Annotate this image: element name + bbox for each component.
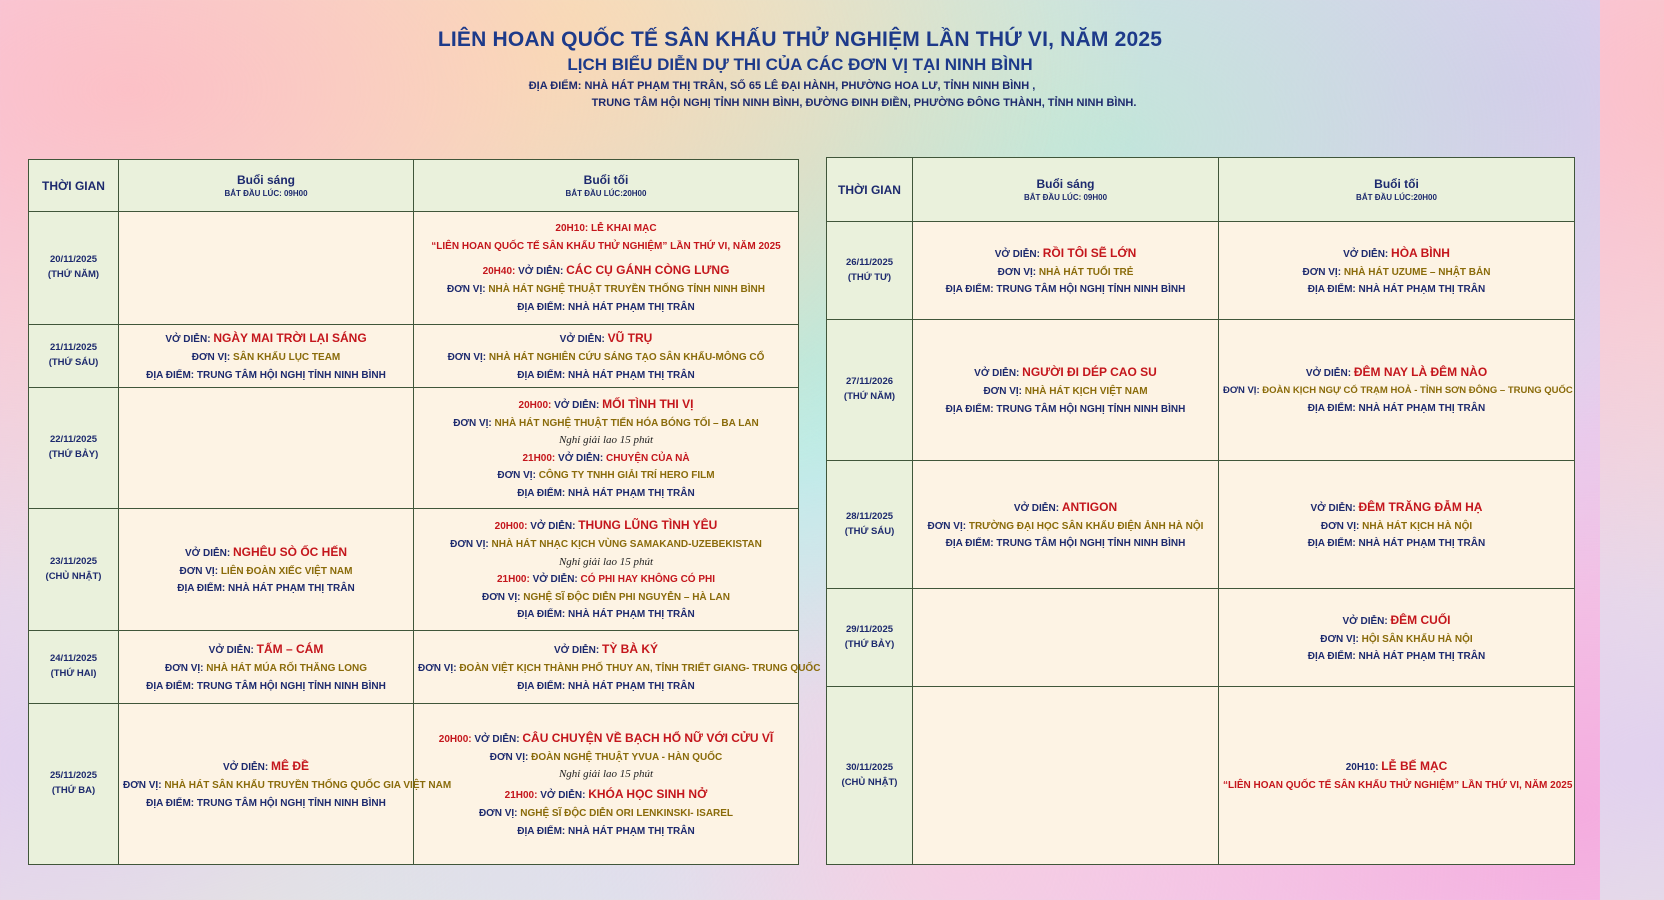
- unit-line: [1223, 264, 1570, 282]
- unit-name: LIÊN ĐOÀN XIẾC VIỆT NAM: [220, 565, 353, 577]
- date: 23/11/2025: [49, 555, 98, 567]
- weekday: (THỨ NĂM): [843, 391, 896, 402]
- play-line: [917, 497, 1214, 518]
- date-cell: [29, 631, 119, 704]
- morning-cell: [119, 509, 414, 631]
- unit-name: ĐOÀN VIỆT KỊCH THÀNH PHỐ THUY AN, TỈNH TRIẾT GIANG- TRUNG QUỐC: [459, 663, 821, 674]
- venue-line: [1223, 281, 1570, 299]
- unit-line: [1223, 383, 1573, 400]
- col-header-evening: [1219, 158, 1575, 222]
- table-row: [827, 320, 1575, 461]
- play-title: MỐI TÌNH THI VỊ: [602, 396, 694, 411]
- play-line: [418, 728, 794, 749]
- unit-line: [418, 349, 794, 367]
- unit-line: [123, 563, 409, 581]
- play-label: VỞ DIỄN:: [558, 452, 607, 464]
- play-line: [418, 328, 794, 349]
- unit-label: ĐƠN VỊ:: [447, 352, 489, 363]
- weekday: (THỨ SÁU): [48, 357, 99, 368]
- evening-cell: [414, 212, 799, 325]
- opening-ceremony-line: [418, 220, 794, 238]
- date-cell: [29, 509, 119, 631]
- unit-line: [418, 660, 821, 678]
- show-time: 20H00:: [494, 521, 531, 533]
- venue-line: [917, 401, 1214, 419]
- play-line: [1223, 243, 1570, 264]
- play-title: CÂU CHUYỆN VỀ BẠCH HỔ NỮ VỚI CỬU VĨ: [522, 730, 774, 745]
- venue-label: ĐỊA ĐIỂM:: [1307, 403, 1359, 415]
- col-header-morning: [913, 158, 1219, 222]
- date: 28/11/2025: [845, 510, 894, 522]
- unit-label: ĐƠN VỊ:: [191, 352, 234, 363]
- play-label: VỞ DIỄN:: [559, 334, 608, 345]
- venue-line: [917, 535, 1214, 553]
- unit-label: ĐƠN VỊ:: [450, 539, 492, 551]
- unit-name: ĐOÀN NGHỆ THUẬT YVUA - HÀN QUỐC: [531, 751, 723, 763]
- evening-cell: [414, 325, 799, 388]
- morning-cell: [119, 631, 414, 704]
- col-header-morning: [119, 160, 414, 212]
- evening-cell: [414, 631, 821, 704]
- venue-line: [123, 367, 409, 385]
- closing-ceremony: LỄ BẾ MẠC: [1381, 759, 1448, 774]
- col-header-evening-sub: BẮT ĐẦU LÚC:20H00: [1356, 193, 1437, 202]
- unit-name: SÂN KHẤU LỤC TEAM: [233, 352, 341, 363]
- venue-line: [1223, 648, 1570, 666]
- date: 27/11/2026: [845, 376, 894, 388]
- play-title: RỒI TÔI SẼ LỚN: [1042, 245, 1137, 260]
- play-label: VỞ DIỄN:: [165, 334, 214, 345]
- unit-name: NGHỆ SĨ ĐỘC DIỄN ORI LENKINSKI- ISAREL: [520, 808, 734, 820]
- morning-cell: [913, 589, 1219, 687]
- play-label: VỞ DIỄN:: [1310, 502, 1359, 514]
- play-label: VỞ DIỄN:: [1305, 368, 1354, 380]
- venue-name: TRUNG TÂM HỘI NGHỊ TỈNH NINH BÌNH: [996, 284, 1186, 295]
- table-row: [29, 509, 799, 631]
- date-cell: [827, 461, 913, 589]
- unit-name: NGHỆ SĨ ĐỘC DIỄN PHI NGUYỄN – HÀ LAN: [523, 591, 730, 603]
- play-title: MÊ ĐỀ: [270, 759, 309, 773]
- morning-cell: [119, 325, 414, 388]
- show-time: 21H00:: [496, 574, 533, 586]
- venue-line: [917, 281, 1214, 299]
- unit-label: ĐƠN VỊ:: [164, 663, 207, 674]
- col-header-morning-sub: BẮT ĐẦU LÚC: 09H00: [1023, 193, 1108, 202]
- venue-name: NHÀ HÁT PHẠM THỊ TRÂN: [568, 609, 695, 621]
- unit-line: [917, 264, 1214, 282]
- venue-label: ĐỊA ĐIỂM:: [1307, 538, 1359, 549]
- play-label: VỞ DIỄN:: [518, 266, 567, 277]
- play-title: VŨ TRỤ: [607, 331, 653, 345]
- col-header-time-label: THỜI GIAN: [838, 182, 901, 197]
- play-label: VỞ DIỄN:: [208, 645, 257, 656]
- date: 21/11/2025: [49, 342, 98, 354]
- venue-name: NHÀ HÁT PHẠM THỊ TRÂN: [1358, 403, 1486, 415]
- play-line: [917, 243, 1214, 264]
- play-line: [917, 362, 1214, 383]
- evening-cell: [414, 704, 799, 865]
- unit-line: [123, 349, 409, 367]
- unit-label: ĐƠN VỊ:: [453, 417, 495, 429]
- evening-cell: [1219, 589, 1575, 687]
- table-row: [29, 212, 799, 325]
- unit-name: NHÀ HÁT KỊCH HÀ NỘI: [1362, 520, 1473, 532]
- location-line-2: TRUNG TÂM HỘI NGHỊ TỈNH NINH BÌNH, ĐƯỜNG ĐINH ĐIỀN, PHƯỜNG ĐÔNG THÀNH, TỈNH NINH BÌNH.: [591, 97, 1137, 109]
- evening-cell: [414, 509, 799, 631]
- play-line: [418, 571, 794, 589]
- unit-label: ĐƠN VỊ:: [997, 266, 1039, 278]
- col-header-time: [827, 158, 913, 222]
- date: 25/11/2025: [49, 770, 98, 782]
- table-header-row: [827, 158, 1575, 222]
- opening-name: “LIÊN HOAN QUỐC TẾ SÂN KHẤU THỬ NGHIỆM” LẦN THỨ VI, NĂM 2025: [431, 240, 781, 252]
- unit-label: ĐƠN VỊ:: [489, 751, 532, 763]
- unit-name: NHÀ HÁT SÂN KHẤU TRUYỀN THỐNG QUỐC GIA VIỆT NAM: [164, 780, 452, 791]
- weekday: (THỨ BA): [51, 785, 96, 796]
- venue-name: NHÀ HÁT PHẠM THỊ TRÂN: [568, 680, 695, 692]
- venue-name: NHÀ HÁT PHẠM THỊ TRÂN: [1358, 651, 1486, 662]
- weekday: (THỨ BẢY): [48, 449, 99, 460]
- date-cell: [827, 320, 913, 461]
- evening-cell: [1219, 687, 1575, 865]
- unit-label: ĐƠN VỊ:: [123, 780, 165, 791]
- show-time: 20H00:: [438, 733, 475, 745]
- venue-label: ĐỊA ĐIỂM:: [146, 369, 197, 381]
- page-header: [0, 28, 1600, 109]
- unit-label: ĐƠN VỊ:: [1320, 633, 1362, 645]
- venue-label: ĐỊA ĐIỂM:: [1307, 284, 1359, 295]
- col-header-time-label: THỜI GIAN: [42, 178, 105, 193]
- weekday: (CHỦ NHẬT): [841, 776, 898, 788]
- morning-cell: [913, 461, 1219, 589]
- venue-label: ĐỊA ĐIỂM:: [1307, 651, 1359, 662]
- unit-label: ĐƠN VỊ:: [1320, 520, 1363, 532]
- date: 30/11/2025: [845, 761, 894, 773]
- venue-label: ĐỊA ĐIỂM:: [945, 403, 997, 415]
- play-title: KHÓA HỌC SINH NỞ: [588, 787, 708, 802]
- location-line-1: ĐỊA ĐIỂM: NHÀ HÁT PHẠM THỊ TRÂN, SỐ 65 LÊ ĐẠI HÀNH, PHƯỜNG HOA LƯ, TỈNH NINH BÌNH ,: [528, 80, 1036, 92]
- unit-line: [418, 415, 794, 433]
- venue-name: NHÀ HÁT PHẠM THỊ TRÂN: [568, 301, 695, 313]
- play-label: VỞ DIỄN:: [530, 521, 579, 533]
- date-cell: [29, 325, 119, 388]
- table-row: [827, 461, 1575, 589]
- play-line: [123, 542, 409, 563]
- play-label: VỞ DIỄN:: [223, 762, 271, 773]
- play-label: VỞ DIỄN:: [994, 248, 1043, 260]
- play-title: HÒA BÌNH: [1391, 245, 1450, 260]
- unit-label: ĐƠN VỊ:: [478, 808, 521, 820]
- play-label: VỞ DIỄN:: [532, 574, 581, 586]
- date: 22/11/2025: [49, 434, 98, 446]
- closing-name-line: [1223, 777, 1573, 795]
- unit-name: ĐOÀN KỊCH NGỰ CỔ TRẠM HOẢ - TỈNH SƠN ĐÔNG – TRUNG QUỐC: [1262, 385, 1573, 397]
- venue-name: NHÀ HÁT PHẠM THỊ TRÂN: [1358, 284, 1486, 295]
- break-note: Nghỉ giải lao 15 phút: [558, 434, 654, 447]
- play-title: NGƯỜI ĐI DÉP CAO SU: [1022, 365, 1157, 379]
- venue-label: ĐỊA ĐIỂM:: [517, 487, 569, 499]
- play-title: NGÀY MAI TRỜI LẠI SÁNG: [213, 331, 367, 345]
- venue-line: [123, 795, 409, 813]
- evening-cell: [1219, 222, 1575, 320]
- morning-cell: [119, 212, 414, 325]
- date-cell: [29, 212, 119, 325]
- play-title: ĐÊM CUỐI: [1390, 612, 1451, 627]
- unit-line: [418, 467, 794, 485]
- venue-line: [418, 678, 794, 696]
- play-title: CHUYỆN CỦA NÀ: [606, 452, 690, 464]
- play-label: VỞ DIỄN:: [474, 733, 523, 745]
- play-title: ĐÊM NAY LÀ ĐÊM NÀO: [1353, 365, 1488, 380]
- morning-cell: [913, 222, 1219, 320]
- venue-label: ĐỊA ĐIỂM:: [146, 680, 197, 692]
- unit-name: NHÀ HÁT MÚA RỐI THĂNG LONG: [206, 663, 368, 674]
- play-title: CÓ PHI HAY KHÔNG CÓ PHI: [580, 574, 716, 586]
- venue-label: ĐỊA ĐIỂM:: [177, 583, 229, 594]
- table-row: [827, 589, 1575, 687]
- date: 26/11/2025: [845, 256, 894, 268]
- venue-label: ĐỊA ĐIỂM:: [517, 825, 569, 837]
- date-cell: [29, 388, 119, 509]
- play-line: [418, 394, 794, 415]
- unit-line: [418, 536, 794, 554]
- venue-line: [123, 678, 409, 696]
- evening-cell: [1219, 320, 1575, 461]
- col-header-time: [29, 160, 119, 212]
- unit-name: NHÀ HÁT KỊCH VIỆT NAM: [1024, 386, 1148, 397]
- col-header-morning-label: Buổi sáng: [1036, 177, 1095, 191]
- play-title: TẤM – CÁM: [256, 642, 324, 656]
- venue-name: TRUNG TÂM HỘI NGHỊ TỈNH NINH BÌNH: [996, 403, 1186, 415]
- schedule-table-right: [826, 157, 1575, 865]
- play-title: CÁC CỤ GÁNH CÒNG LƯNG: [566, 263, 730, 277]
- table-row: [29, 388, 799, 509]
- unit-line: [1223, 518, 1570, 536]
- closing-ceremony-line: [1223, 756, 1570, 777]
- col-header-evening: [414, 160, 799, 212]
- play-label: VỞ DIỄN:: [185, 547, 233, 559]
- unit-line: [418, 805, 794, 823]
- weekday: (CHỦ NHẬT): [45, 570, 102, 582]
- col-header-evening-label: Buổi tối: [1374, 177, 1419, 191]
- venue-line: [418, 299, 794, 317]
- unit-name: NHÀ HÁT TUỔI TRẺ: [1038, 266, 1134, 278]
- play-title: THUNG LŨNG TÌNH YÊU: [578, 518, 718, 533]
- venue-name: NHÀ HÁT PHẠM THỊ TRÂN: [568, 825, 695, 837]
- venue-label: ĐỊA ĐIỂM:: [517, 301, 569, 313]
- unit-label: ĐƠN VỊ:: [983, 386, 1025, 397]
- date-cell: [29, 704, 119, 865]
- break-note: Nghỉ giải lao 15 phút: [558, 555, 654, 568]
- unit-line: [418, 281, 794, 299]
- play-line: [418, 784, 794, 805]
- play-line: [1223, 610, 1570, 631]
- col-header-morning-sub: BẮT ĐẦU LÚC: 09H00: [224, 189, 308, 198]
- closing-name: “LIÊN HOAN QUỐC TẾ SÂN KHẤU THỬ NGHIỆM” LẦN THỨ VI, NĂM 2025: [1223, 780, 1573, 792]
- weekday: (THỨ BẢY): [844, 638, 895, 650]
- unit-name: NHÀ HÁT NGHỆ THUẬT TRUYỀN THỐNG TỈNH NINH BÌNH: [488, 284, 765, 295]
- unit-name: HỘI SÂN KHẤU HÀ NỘI: [1361, 633, 1473, 645]
- opening-ceremony: 20H10: LỄ KHAI MẠC: [555, 223, 657, 234]
- table-row: [29, 631, 799, 704]
- table-row: [29, 325, 799, 388]
- table-row: [29, 704, 799, 865]
- play-title: ANTIGON: [1061, 499, 1118, 514]
- venue-label: ĐỊA ĐIỂM:: [146, 797, 197, 809]
- schedule-table-left: [28, 159, 821, 865]
- table-header-row: [29, 160, 799, 212]
- play-line: [1223, 497, 1570, 518]
- unit-name: CÔNG TY TNHH GIẢI TRÍ HERO FILM: [538, 470, 715, 482]
- unit-name: NHÀ HÁT NGHỆ THUẬT TIẾN HÓA BÓNG TỐI – BA LAN: [494, 417, 759, 429]
- show-time: 20H40:: [482, 266, 519, 277]
- venue-label: ĐỊA ĐIỂM:: [517, 369, 569, 381]
- play-label: VỞ DIỄN:: [1343, 248, 1392, 260]
- morning-cell: [119, 704, 452, 865]
- unit-line: [123, 660, 409, 678]
- venue-line: [418, 606, 794, 624]
- unit-label: ĐƠN VỊ:: [447, 284, 489, 295]
- play-line: [123, 328, 409, 349]
- venue-name: TRUNG TÂM HỘI NGHỊ TỈNH NINH BÌNH: [196, 680, 386, 692]
- closing-time: 20H10:: [1345, 762, 1382, 774]
- date-cell: [827, 687, 913, 865]
- unit-label: ĐƠN VỊ:: [1302, 266, 1344, 278]
- date: 20/11/2025: [49, 254, 98, 266]
- venue-label: ĐỊA ĐIỂM:: [517, 680, 569, 692]
- page-subtitle: LỊCH BIỂU DIỄN DỰ THI CỦA CÁC ĐƠN VỊ TẠI NINH BÌNH: [567, 55, 1033, 74]
- unit-name: TRƯỜNG ĐẠI HỌC SÂN KHẤU ĐIỆN ẢNH HÀ NỘI: [968, 520, 1204, 532]
- table-row: [827, 687, 1575, 865]
- weekday: (THỨ TƯ): [847, 271, 892, 283]
- date: 29/11/2025: [845, 623, 894, 635]
- venue-line: [418, 823, 794, 841]
- unit-label: ĐƠN VỊ:: [179, 565, 221, 577]
- unit-label: ĐƠN VỊ:: [481, 591, 524, 603]
- unit-line: [418, 749, 794, 767]
- venue-name: NHÀ HÁT PHẠM THỊ TRÂN: [228, 583, 355, 594]
- col-header-evening-label: Buổi tối: [583, 173, 629, 187]
- play-line: [418, 515, 794, 536]
- venue-name: TRUNG TÂM HỘI NGHỊ TỈNH NINH BÌNH: [196, 797, 386, 809]
- play-line: [1223, 362, 1570, 383]
- date-cell: [827, 222, 913, 320]
- play-label: VỞ DIỄN:: [1342, 615, 1391, 627]
- venue-label: ĐỊA ĐIỂM:: [945, 538, 997, 549]
- show-time: 21H00:: [522, 452, 559, 464]
- venue-line: [123, 580, 409, 598]
- unit-line: [917, 518, 1214, 536]
- date: 24/11/2025: [49, 653, 98, 665]
- table-row: [827, 222, 1575, 320]
- unit-label: ĐƠN VỊ:: [497, 470, 539, 482]
- break-note: Nghỉ giải lao 15 phút: [558, 768, 654, 781]
- unit-line: [1223, 631, 1570, 649]
- venue-name: TRUNG TÂM HỘI NGHỊ TỈNH NINH BÌNH: [196, 369, 386, 381]
- weekday: (THỨ NĂM): [47, 269, 100, 280]
- show-time: 21H00:: [504, 790, 541, 802]
- play-label: VỞ DIỄN:: [554, 645, 602, 656]
- play-line: [418, 260, 794, 281]
- unit-line: [917, 383, 1214, 401]
- venue-line: [418, 485, 794, 503]
- unit-label: ĐƠN VỊ:: [418, 663, 460, 674]
- unit-name: NHÀ HÁT NHẠC KỊCH VÙNG SAMAKAND-UZEBEKISTAN: [491, 539, 762, 551]
- venue-name: NHÀ HÁT PHẠM THỊ TRÂN: [1358, 538, 1486, 549]
- play-line: [123, 756, 409, 777]
- play-title: TỲ BÀ KÝ: [601, 642, 658, 656]
- venue-name: TRUNG TÂM HỘI NGHỊ TỈNH NINH BÌNH: [996, 538, 1186, 549]
- weekday: (THỨ HAI): [50, 668, 97, 679]
- venue-line: [1223, 400, 1570, 418]
- play-title: ĐÊM TRĂNG ĐẪM HẠ: [1358, 499, 1483, 514]
- morning-cell: [913, 320, 1219, 461]
- morning-cell: [913, 687, 1219, 865]
- evening-cell: [1219, 461, 1575, 589]
- play-label: VỞ DIỄN:: [974, 368, 1023, 379]
- play-title: NGHÊU SÒ ỐC HẾN: [232, 544, 347, 559]
- venue-name: NHÀ HÁT PHẠM THỊ TRÂN: [568, 369, 695, 381]
- col-header-evening-sub: BẮT ĐẦU LÚC:20H00: [565, 189, 647, 198]
- weekday: (THỨ SÁU): [844, 525, 895, 537]
- venue-label: ĐỊA ĐIỂM:: [945, 284, 997, 295]
- unit-line: [123, 777, 452, 795]
- show-time: 20H00:: [518, 399, 555, 411]
- unit-label: ĐƠN VỊ:: [927, 520, 969, 532]
- unit-name: NHÀ HÁT NGHIÊN CỨU SÁNG TẠO SÂN KHẤU-MÔNG CỔ: [488, 352, 765, 363]
- play-line: [418, 639, 794, 660]
- col-header-morning-label: Buổi sáng: [236, 173, 295, 187]
- venue-name: NHÀ HÁT PHẠM THỊ TRÂN: [568, 487, 695, 499]
- page-title: LIÊN HOAN QUỐC TẾ SÂN KHẤU THỬ NGHIỆM LẦN THỨ VI, NĂM 2025: [437, 28, 1163, 51]
- unit-name: NHÀ HÁT UZUME – NHẬT BẢN: [1343, 266, 1491, 278]
- venue-label: ĐỊA ĐIỂM:: [517, 609, 569, 621]
- unit-label: ĐƠN VỊ:: [1223, 385, 1263, 397]
- evening-cell: [414, 388, 799, 509]
- date-cell: [827, 589, 913, 687]
- play-label: VỞ DIỄN:: [540, 790, 589, 802]
- venue-line: [418, 367, 794, 385]
- play-line: [418, 450, 794, 468]
- unit-line: [418, 589, 794, 607]
- play-label: VỞ DIỄN:: [554, 399, 603, 411]
- opening-name-line: [418, 238, 794, 256]
- morning-cell: [119, 388, 414, 509]
- venue-line: [1223, 535, 1570, 553]
- play-label: VỞ DIỄN:: [1013, 502, 1062, 514]
- play-line: [123, 639, 409, 660]
